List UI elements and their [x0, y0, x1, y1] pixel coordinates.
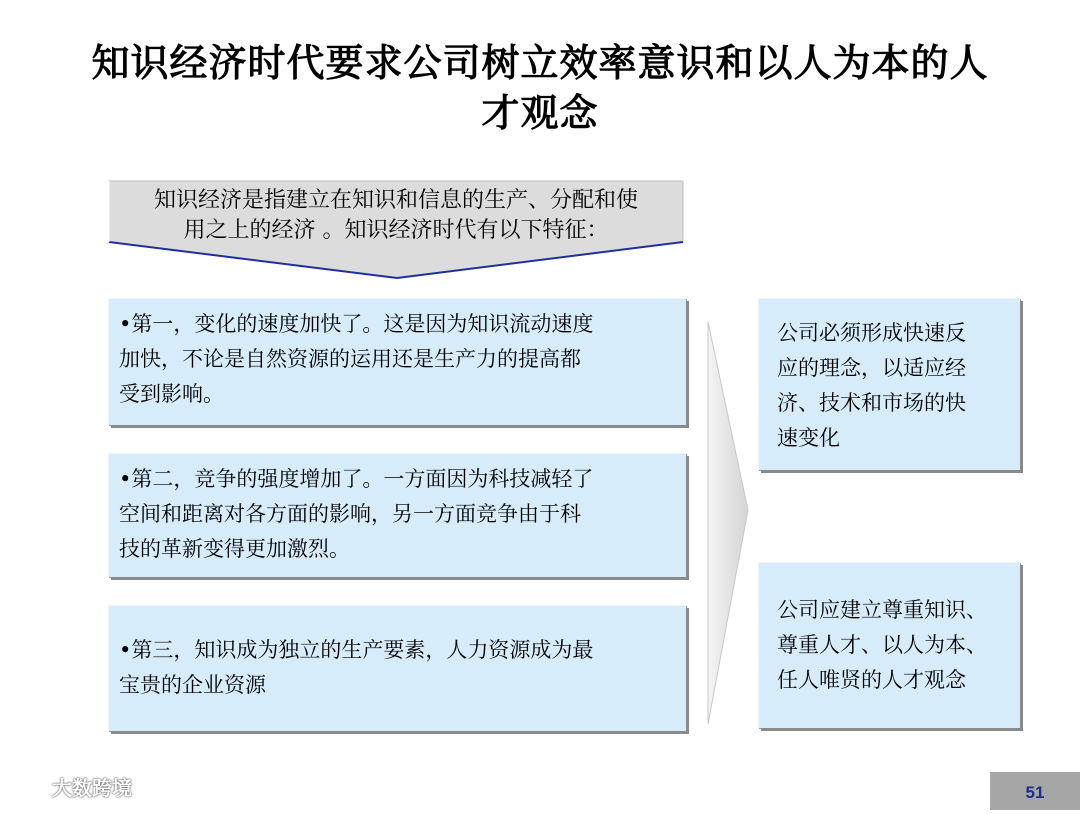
intro-line-1: 知识经济是指建立在知识和信息的生产、分配和使 [153, 188, 638, 213]
conclusion-1-line-4: 速变化 [777, 426, 840, 450]
feature-1-line-2: 加快，不论是自然资源的运用还是生产力的提高都 [119, 347, 581, 371]
intro-text [122, 186, 670, 246]
feature-1-line-3: 受到影响。 [119, 382, 224, 406]
conclusion-1-line-1: 公司必须形成快速反 [777, 321, 966, 345]
conclusion-1-line-2: 应的理念，以适应经 [777, 356, 966, 380]
feature-3-line-2: 宝贵的企业资源 [119, 673, 266, 697]
page-number: 51 [990, 772, 1080, 810]
feature-2-line-3: 技的革新变得更加激烈。 [119, 537, 350, 561]
conclusion-1-line-3: 济、技术和市场的快 [777, 391, 966, 415]
slide-title [40, 38, 1040, 138]
conclusion-box-2 [758, 562, 1020, 728]
feature-2-line-1: •第二，竞争的强度增加了。一方面因为科技减轻了 [119, 467, 594, 491]
conclusion-2-line-3: 任人唯贤的人才观念 [777, 668, 966, 692]
slide-title-line-2: 才观念 [481, 91, 599, 135]
feature-box-1 [108, 298, 686, 425]
intro-line-2: 用之上的经济 。知识经济时代有以下特征： [183, 218, 609, 243]
feature-box-2 [108, 453, 686, 577]
watermark-logo-icon [10, 773, 46, 801]
conclusion-2-line-1: 公司应建立尊重知识、 [777, 598, 987, 622]
right-arrow-icon [706, 320, 752, 730]
conclusion-box-1 [758, 298, 1020, 470]
feature-2-line-2: 空间和距离对各方面的影响，另一方面竞争由于科 [119, 502, 581, 526]
feature-3-line-1: •第三，知识成为独立的生产要素，人力资源成为最 [119, 638, 594, 662]
watermark-text: 大数跨境 [52, 776, 132, 800]
conclusion-2-line-2: 尊重人才、以人为本、 [777, 633, 987, 657]
watermark [10, 772, 132, 801]
slide-title-line-1: 知识经济时代要求公司树立效率意识和以人为本的人 [91, 41, 989, 85]
feature-1-line-1: •第一，变化的速度加快了。这是因为知识流动速度 [119, 312, 594, 336]
feature-box-3 [108, 605, 686, 731]
